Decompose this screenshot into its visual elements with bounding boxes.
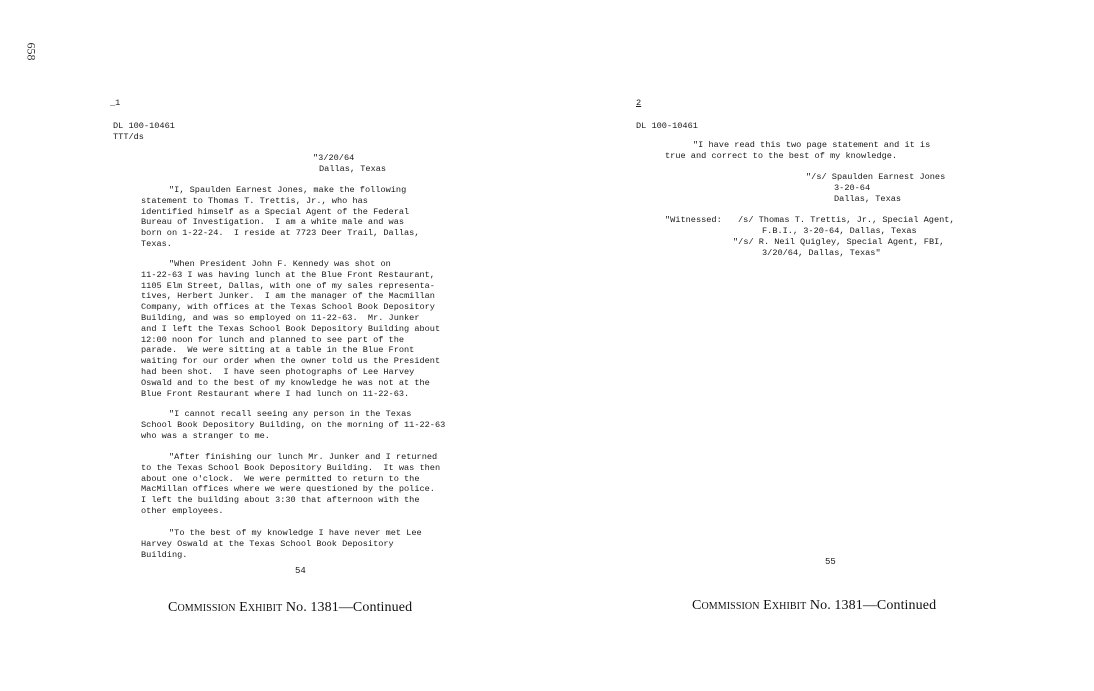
text-line: Company, with offices at the Texas School Book Depository — [141, 302, 435, 313]
left-file-number: DL 100-10461 — [113, 121, 175, 131]
text-line: "When President John F. Kennedy was shot on — [169, 259, 391, 269]
signature-name: "/s/ Spaulden Earnest Jones — [806, 172, 946, 182]
statement-paragraph-1 — [141, 185, 419, 250]
right-page-number: 55 — [825, 557, 836, 567]
right-page-marker: 2 — [636, 98, 642, 108]
text-line: Building, and was so employed on 11-22-63. Mr. Junker — [141, 312, 420, 323]
text-line: School Book Depository Building, on the morning of 11-22-63 — [141, 419, 446, 430]
signature-date: 3-20-64 — [834, 183, 871, 193]
statement-date: "3/20/64 — [313, 153, 355, 163]
statement-paragraph-4 — [141, 452, 440, 517]
text-line: waiting for our order when the owner told us the President — [141, 356, 441, 367]
left-initials: TTT/ds — [113, 132, 144, 142]
text-line: other employees. — [141, 505, 224, 516]
witness-line: 3/20/64, Dallas, Texas" — [762, 248, 881, 258]
left-page-number: 54 — [295, 566, 306, 576]
text-line: 12:00 noon for lunch and planned to see part of the — [141, 334, 405, 345]
text-line: and I left the Texas School Book Depository Building about — [141, 323, 441, 334]
right-exhibit-caption — [692, 598, 936, 614]
text-line: Building. — [141, 549, 188, 560]
text-line: who was a stranger to me. — [141, 430, 270, 441]
text-line: I left the building about 3:30 that afternoon with the — [141, 495, 420, 506]
text-line: MacMillan offices where we were questioned by the police. — [141, 484, 435, 495]
text-line: Oswald and to the best of my knowledge he was not at the — [141, 377, 430, 388]
statement-paragraph-3 — [141, 409, 445, 441]
witness-line: "/s/ R. Neil Quigley, Special Agent, FBI, — [733, 237, 945, 247]
left-exhibit-caption — [168, 600, 412, 616]
text-line: 11-22-63 I was having lunch at the Blue Front Restaurant, — [141, 269, 435, 280]
text-line: Blue Front Restaurant where I had lunch on 11-22-63. — [141, 388, 410, 399]
caption-rest: No. 1381—Continued — [809, 598, 937, 613]
text-line: 1105 Elm Street, Dallas, with one of my sales representa- — [141, 280, 435, 291]
volume-page-number: 658 — [24, 42, 39, 61]
signature-place: Dallas, Texas — [834, 194, 902, 204]
text-line: parade. We were sitting at a table in the Blue Front — [141, 345, 415, 356]
text-line: "I have read this two page statement and it is — [693, 140, 931, 150]
acknowledgment-statement — [665, 140, 930, 162]
text-line: Bureau of Investigation. I am a white male and was — [141, 217, 405, 228]
caption-prefix: Commission Exhibit — [692, 598, 807, 613]
statement-place: Dallas, Texas — [319, 164, 387, 174]
text-line: Harvey Oswald at the Texas School Book Depository — [141, 538, 394, 549]
caption-rest: No. 1381—Continued — [285, 600, 413, 615]
text-line: "I, Spaulden Earnest Jones, make the following — [169, 185, 407, 195]
text-line: about one o'clock. We were permitted to return to the — [141, 473, 420, 484]
text-line: statement to Thomas T. Trettis, Jr., who has — [141, 195, 368, 206]
text-line: "To the best of my knowledge I have never met Lee — [169, 528, 422, 538]
statement-paragraph-2 — [141, 259, 440, 399]
text-line: to the Texas School Book Depository Building. It was then — [141, 462, 441, 473]
left-page-marker: _1 — [110, 98, 121, 108]
text-line: "I cannot recall seeing any person in the Texas — [169, 409, 412, 419]
text-line: Texas. — [141, 238, 172, 249]
text-line: identified himself as a Special Agent of the Federal — [141, 206, 410, 217]
right-file-number: DL 100-10461 — [636, 121, 698, 131]
text-line: tives, Herbert Junker. I am the manager of the Macmillan — [141, 291, 435, 302]
text-line: "After finishing our lunch Mr. Junker and I returned — [169, 452, 438, 462]
text-line: true and correct to the best of my knowledge. — [665, 150, 898, 161]
statement-paragraph-5 — [141, 528, 422, 560]
text-line: born on 1-22-24. I reside at 7723 Deer Trail, Dallas, — [141, 228, 420, 239]
witnessed-label: "Witnessed: — [665, 215, 722, 225]
witness-line: F.B.I., 3-20-64, Dallas, Texas — [762, 226, 917, 236]
text-line: had been shot. I have seen photographs of Lee Harvey — [141, 366, 415, 377]
witness-line: /s/ Thomas T. Trettis, Jr., Special Agent, — [738, 215, 955, 225]
caption-prefix: Commission Exhibit — [168, 600, 283, 615]
